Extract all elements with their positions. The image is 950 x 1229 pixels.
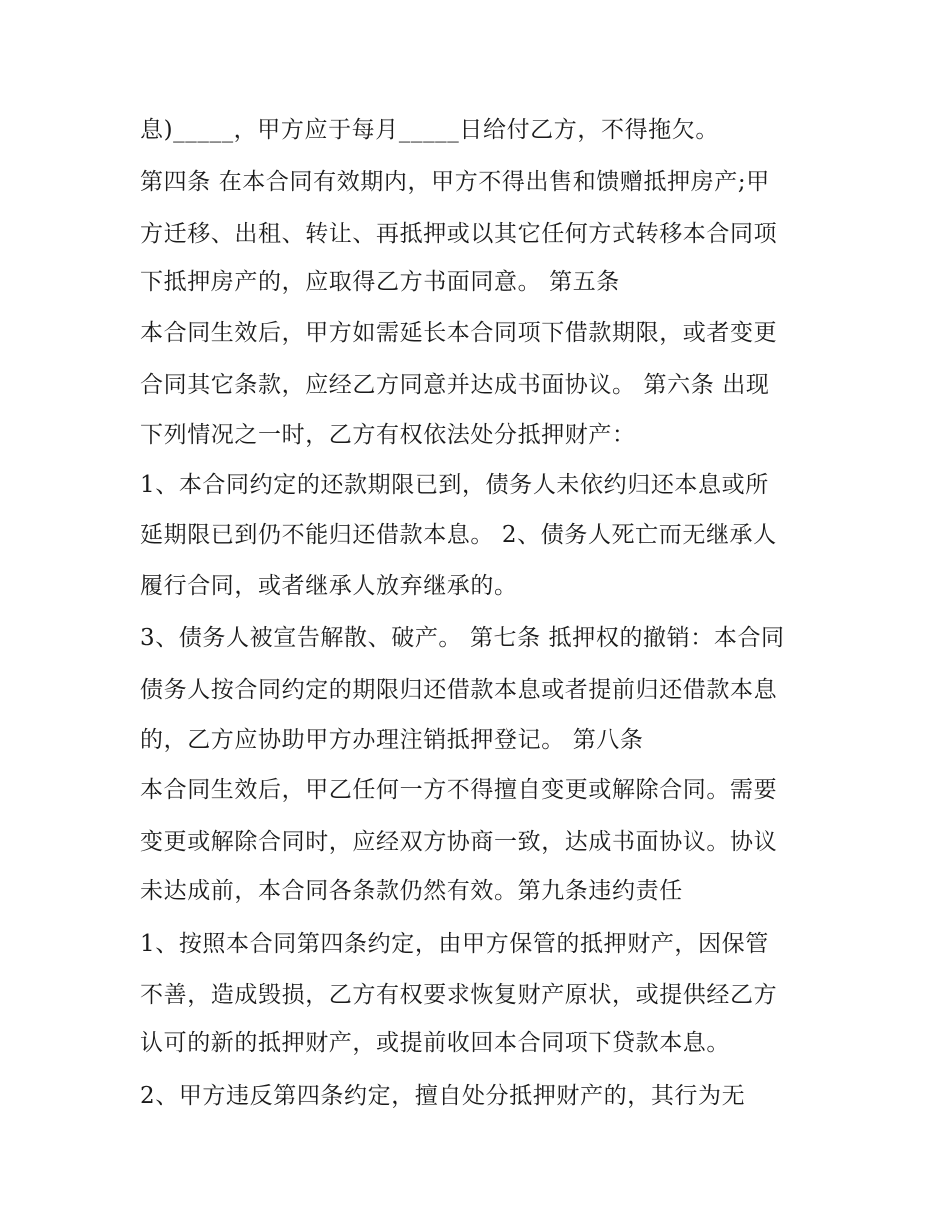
text-line: 1、本合同约定的还款期限已到，债务人未依约归还本息或所 (140, 472, 769, 498)
text-line: 不善，造成毁损，乙方有权要求恢复财产原状，或提供经乙方 (140, 982, 778, 1008)
text-line: 方迁移、出租、转让、再抵押或以其它任何方式转移本合同项 (140, 221, 778, 247)
text-line: 的，乙方应协助甲方办理注销抵押登记。 第八条 (140, 727, 644, 753)
text-line: 1、按照本合同第四条约定，由甲方保管的抵押财产，因保管 (140, 931, 769, 957)
text-line: 认可的新的抵押财产，或提前收回本合同项下贷款本息。 (140, 1030, 730, 1056)
text-line: 延期限已到仍不能归还借款本息。 2、债务人死亡而无继承人 (140, 522, 777, 548)
text-line: 本合同生效后，甲方如需延长本合同项下借款期限，或者变更 (140, 320, 778, 346)
text-line: 合同其它条款，应经乙方同意并达成书面协议。 第六条 出现 (140, 372, 770, 398)
text-line: 下列情况之一时，乙方有权依法处分抵押财产： (140, 422, 636, 448)
text-line: 本合同生效后，甲乙任何一方不得擅自变更或解除合同。需要 (140, 777, 778, 803)
text-line: 第四条 在本合同有效期内，甲方不得出售和馈赠抵押房产;甲 (140, 169, 770, 195)
text-line: 息)_____，甲方应于每月_____日给付乙方，不得拖欠。 (140, 117, 719, 143)
text-line: 2、甲方违反第四条约定，擅自处分抵押财产的，其行为无 (140, 1083, 746, 1109)
text-line: 变更或解除合同时，应经双方协商一致，达成书面协议。协议 (140, 829, 778, 855)
text-line: 下抵押房产的，应取得乙方书面同意。 第五条 (140, 269, 620, 295)
text-line: 3、债务人被宣告解散、破产。 第七条 抵押权的撤销：本合同 (140, 625, 785, 651)
text-line: 履行合同，或者继承人放弃继承的。 (140, 573, 518, 599)
text-line: 未达成前，本合同各条款仍然有效。第九条违约责任 (140, 878, 683, 904)
text-line: 债务人按合同约定的期限归还借款本息或者提前归还借款本息 (140, 677, 778, 703)
